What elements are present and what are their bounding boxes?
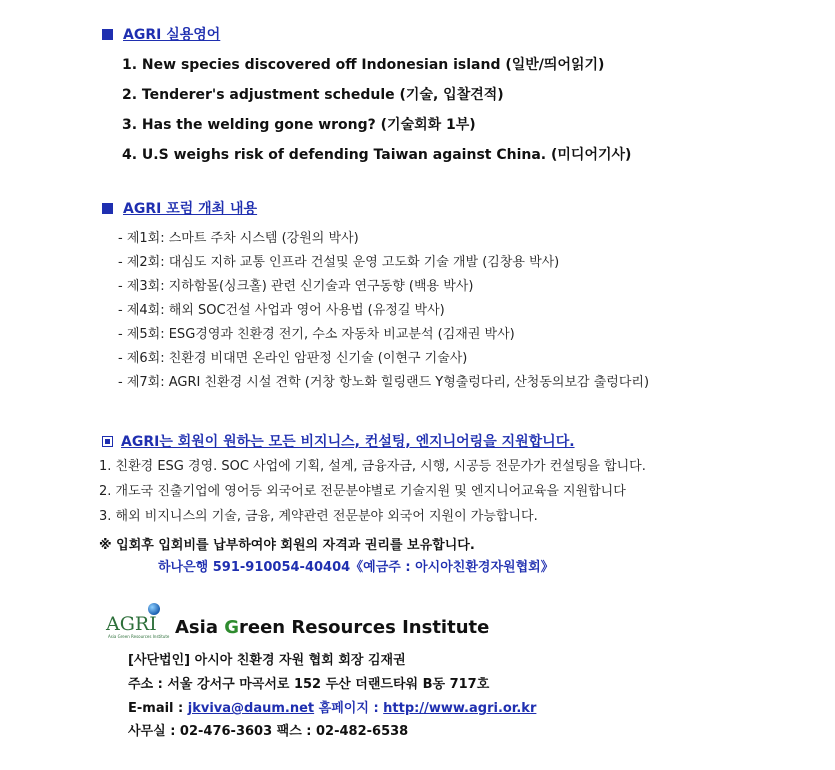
list-item: 2. 개도국 진출기업에 영어등 외국어로 전문분야별로 기술지원 및 엔지니어교육을 지원합니다 bbox=[99, 484, 626, 499]
boxed-square-bullet-icon bbox=[102, 436, 113, 447]
section-services-heading: AGRI는 회원이 원하는 모든 비지니스, 컨설팅, 엔지니어링을 지원합니다. bbox=[102, 431, 575, 451]
section-forum-heading: AGRI 포럼 개최 내용 bbox=[102, 198, 257, 218]
section-practical-english-heading: AGRI 실용영어 bbox=[102, 24, 220, 44]
homepage-link[interactable]: http://www.agri.or.kr bbox=[383, 701, 537, 716]
square-bullet-icon bbox=[102, 203, 113, 214]
list-item: - 제7회: AGRI 친환경 시설 견학 (거창 항노화 힐링랜드 Y형출렁다리, 산청동의보감 출렁다리) bbox=[118, 375, 650, 390]
list-item: 3. Has the welding gone wrong? (기술회화 1부) bbox=[122, 117, 476, 133]
agri-logo bbox=[104, 603, 170, 639]
list-item: 4. U.S weighs risk of defending Taiwan against China. (미디어기사) bbox=[122, 147, 632, 163]
phone-fax: 사무실 : 02-476-3603 팩스 : 02-482-6538 bbox=[128, 724, 409, 739]
list-item: 3. 해외 비지니스의 기술, 금융, 계약관련 전문분야 외국어 지원이 가능합니다. bbox=[99, 509, 538, 524]
list-item: - 제2회: 대심도 지하 교통 인프라 건설및 운영 고도화 기술 개발 (김창용 박사) bbox=[118, 255, 560, 270]
membership-notice: ※ 입회후 입회비를 납부하여야 회원의 자격과 권리를 보유합니다. bbox=[99, 538, 475, 553]
list-item: - 제6회: 친환경 비대면 온라인 암판정 신기술 (이현구 기술사) bbox=[118, 351, 468, 366]
contact-line: E-mail : jkviva@daum.net 홈페이지 : http://www.agri.or.kr bbox=[128, 701, 537, 716]
services-list bbox=[99, 457, 646, 532]
bank-account-info: 하나은행 591-910054-40404《예금주 : 아시아친환경자원협회》 bbox=[158, 560, 554, 575]
address: 주소 : 서울 강서구 마곡서로 152 두산 더랜드타워 B동 717호 bbox=[128, 677, 490, 692]
square-bullet-icon bbox=[102, 29, 113, 40]
list-item: - 제3회: 지하함몰(싱크홀) 관련 신기술과 연구동향 (백용 박사) bbox=[118, 279, 474, 294]
list-item: - 제5회: ESG경영과 친환경 전기, 수소 자동차 비교분석 (김재권 박사) bbox=[118, 327, 515, 342]
logo-text: AGRI bbox=[106, 613, 157, 635]
organization-korean-name: [사단법인] 아시아 친환경 자원 협회 회장 김재권 bbox=[128, 653, 406, 668]
list-item: 1. 친환경 ESG 경영. SOC 사업에 기획, 설계, 금융자금, 시행, 시공등 전문가가 컨설팅을 합니다. bbox=[99, 459, 646, 474]
practical-english-list bbox=[122, 54, 631, 174]
logo-tagline: Asia Green Resources Institute bbox=[108, 634, 170, 639]
organization-name: Asia Green Resources Institute bbox=[175, 617, 490, 638]
list-item: - 제1회: 스마트 주차 시스템 (강원의 박사) bbox=[118, 231, 359, 246]
list-item: - 제4회: 해외 SOC건설 사업과 영어 사용법 (유정길 박사) bbox=[118, 303, 445, 318]
list-item: 2. Tenderer's adjustment schedule (기술, 입찰견적) bbox=[122, 87, 504, 103]
forum-list bbox=[118, 229, 649, 397]
list-item: 1. New species discovered off Indonesian island (일반/띄어읽기) bbox=[122, 57, 605, 73]
email-link[interactable]: jkviva@daum.net bbox=[187, 701, 315, 716]
